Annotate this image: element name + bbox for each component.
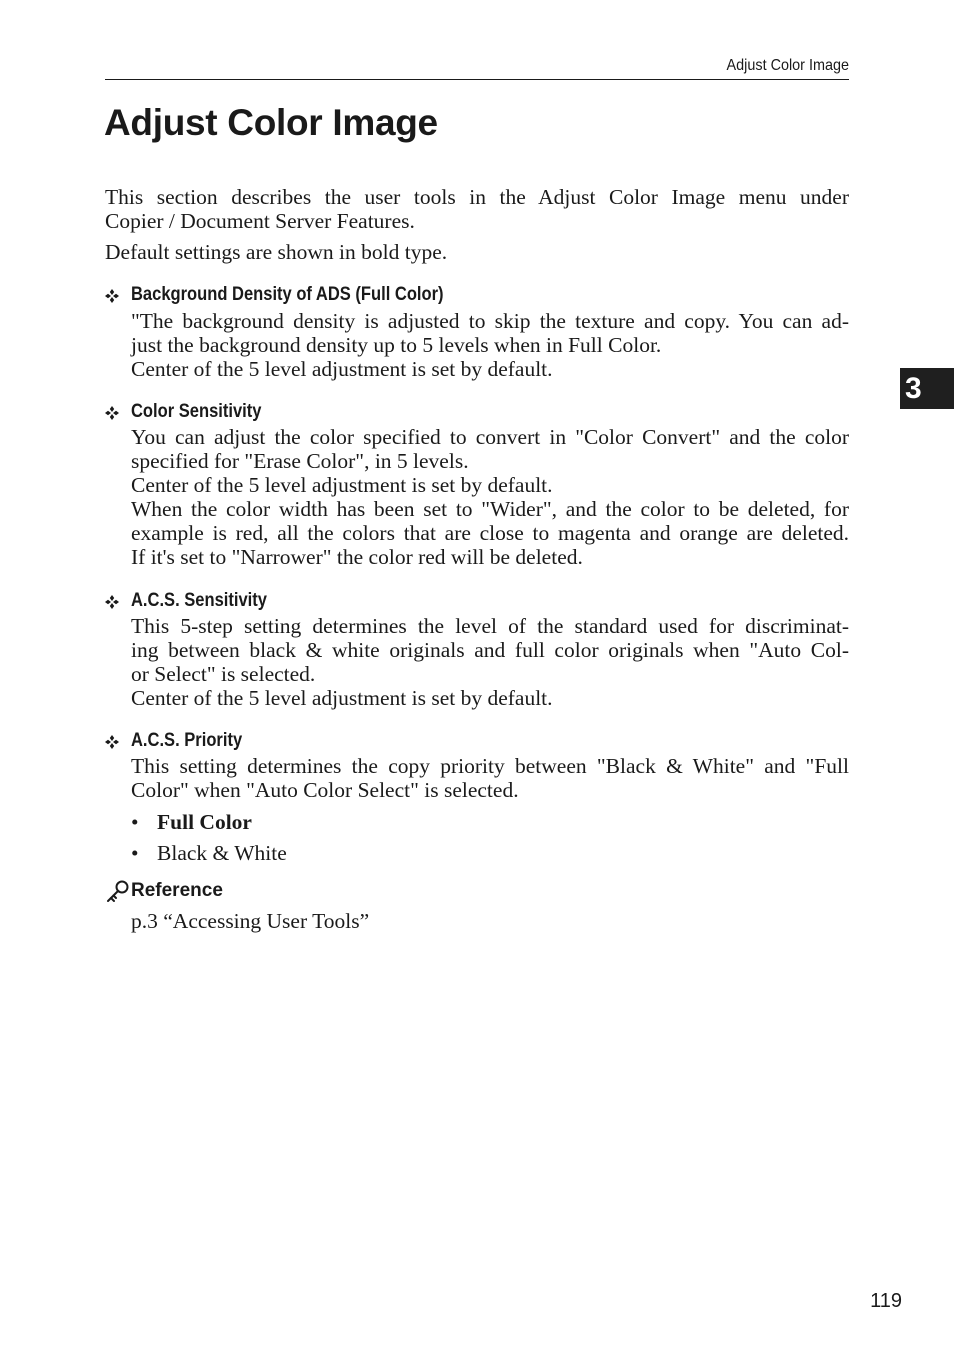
body-line: example is red, all the colors that are close to magenta and orange are deleted. xyxy=(131,521,849,545)
reference-heading-label: Reference xyxy=(131,880,223,901)
intro-line-1: This section describes the user tools in the Adjust Color Image menu under xyxy=(105,185,849,209)
body-line: "The background density is adjusted to skip the texture and copy. You can ad- xyxy=(131,309,849,333)
body-line: specified for "Erase Color", in 5 levels. xyxy=(131,449,469,473)
section-heading-label: Color Sensitivity xyxy=(131,401,262,422)
header-rule xyxy=(105,79,849,80)
section-heading-background-density xyxy=(105,283,490,307)
section-body-color-sensitivity xyxy=(131,425,849,569)
diamond-bullet-icon xyxy=(105,595,119,609)
body-line: Center of the 5 level adjustment is set by default. xyxy=(131,357,553,381)
body-line: ing between black & white originals and full color originals when "Auto Col- xyxy=(131,638,849,662)
bullet: • xyxy=(131,841,139,865)
diamond-bullet-icon xyxy=(105,289,119,303)
bullet: • xyxy=(131,810,139,834)
reference-link[interactable]: p.3 “Accessing User Tools” xyxy=(131,909,370,933)
section-heading-label: A.C.S. Sensitivity xyxy=(131,590,267,611)
section-heading-acs-priority xyxy=(105,729,259,753)
chapter-tab: 3 xyxy=(900,368,954,409)
body-line: When the color width has been set to "Wider", and the color to be deleted, for xyxy=(131,497,849,521)
section-heading-acs-sensitivity xyxy=(105,589,287,613)
option-full-color xyxy=(131,810,252,834)
section-heading-label: A.C.S. Priority xyxy=(131,730,243,751)
key-icon xyxy=(105,880,131,904)
body-line: or Select" is selected. xyxy=(131,662,316,686)
reference-heading xyxy=(105,878,223,904)
section-body-background-density xyxy=(131,309,849,381)
body-line: You can adjust the color specified to convert in "Color Convert" and the color xyxy=(131,425,849,449)
option-black-white xyxy=(131,841,287,865)
section-heading-label: Background Density of ADS (Full Color) xyxy=(131,284,444,305)
page-title: Adjust Color Image xyxy=(104,102,438,143)
section-heading-color-sensitivity xyxy=(105,400,281,424)
intro-line-2: Copier / Document Server Features. xyxy=(105,209,415,233)
body-line: This 5-step setting determines the level of the standard used for discriminat- xyxy=(131,614,849,638)
diamond-bullet-icon xyxy=(105,406,119,420)
body-line: Center of the 5 level adjustment is set by default. xyxy=(131,473,553,497)
option-label-default: Full Color xyxy=(157,810,252,834)
section-body-acs-priority xyxy=(131,754,849,802)
body-line: If it's set to "Narrower" the color red will be deleted. xyxy=(131,545,583,569)
defaults-note: Default settings are shown in bold type. xyxy=(105,240,448,264)
running-header: Adjust Color Image xyxy=(726,57,849,74)
page-number: 119 xyxy=(870,1290,902,1312)
body-line: Color" when "Auto Color Select" is selected. xyxy=(131,778,519,802)
body-line: This setting determines the copy priority between "Black & White" and "Full xyxy=(131,754,849,778)
body-line: Center of the 5 level adjustment is set by default. xyxy=(131,686,553,710)
body-line: just the background density up to 5 levels when in Full Color. xyxy=(131,333,662,357)
diamond-bullet-icon xyxy=(105,735,119,749)
option-label: Black & White xyxy=(157,841,287,865)
section-body-acs-sensitivity xyxy=(131,614,849,710)
